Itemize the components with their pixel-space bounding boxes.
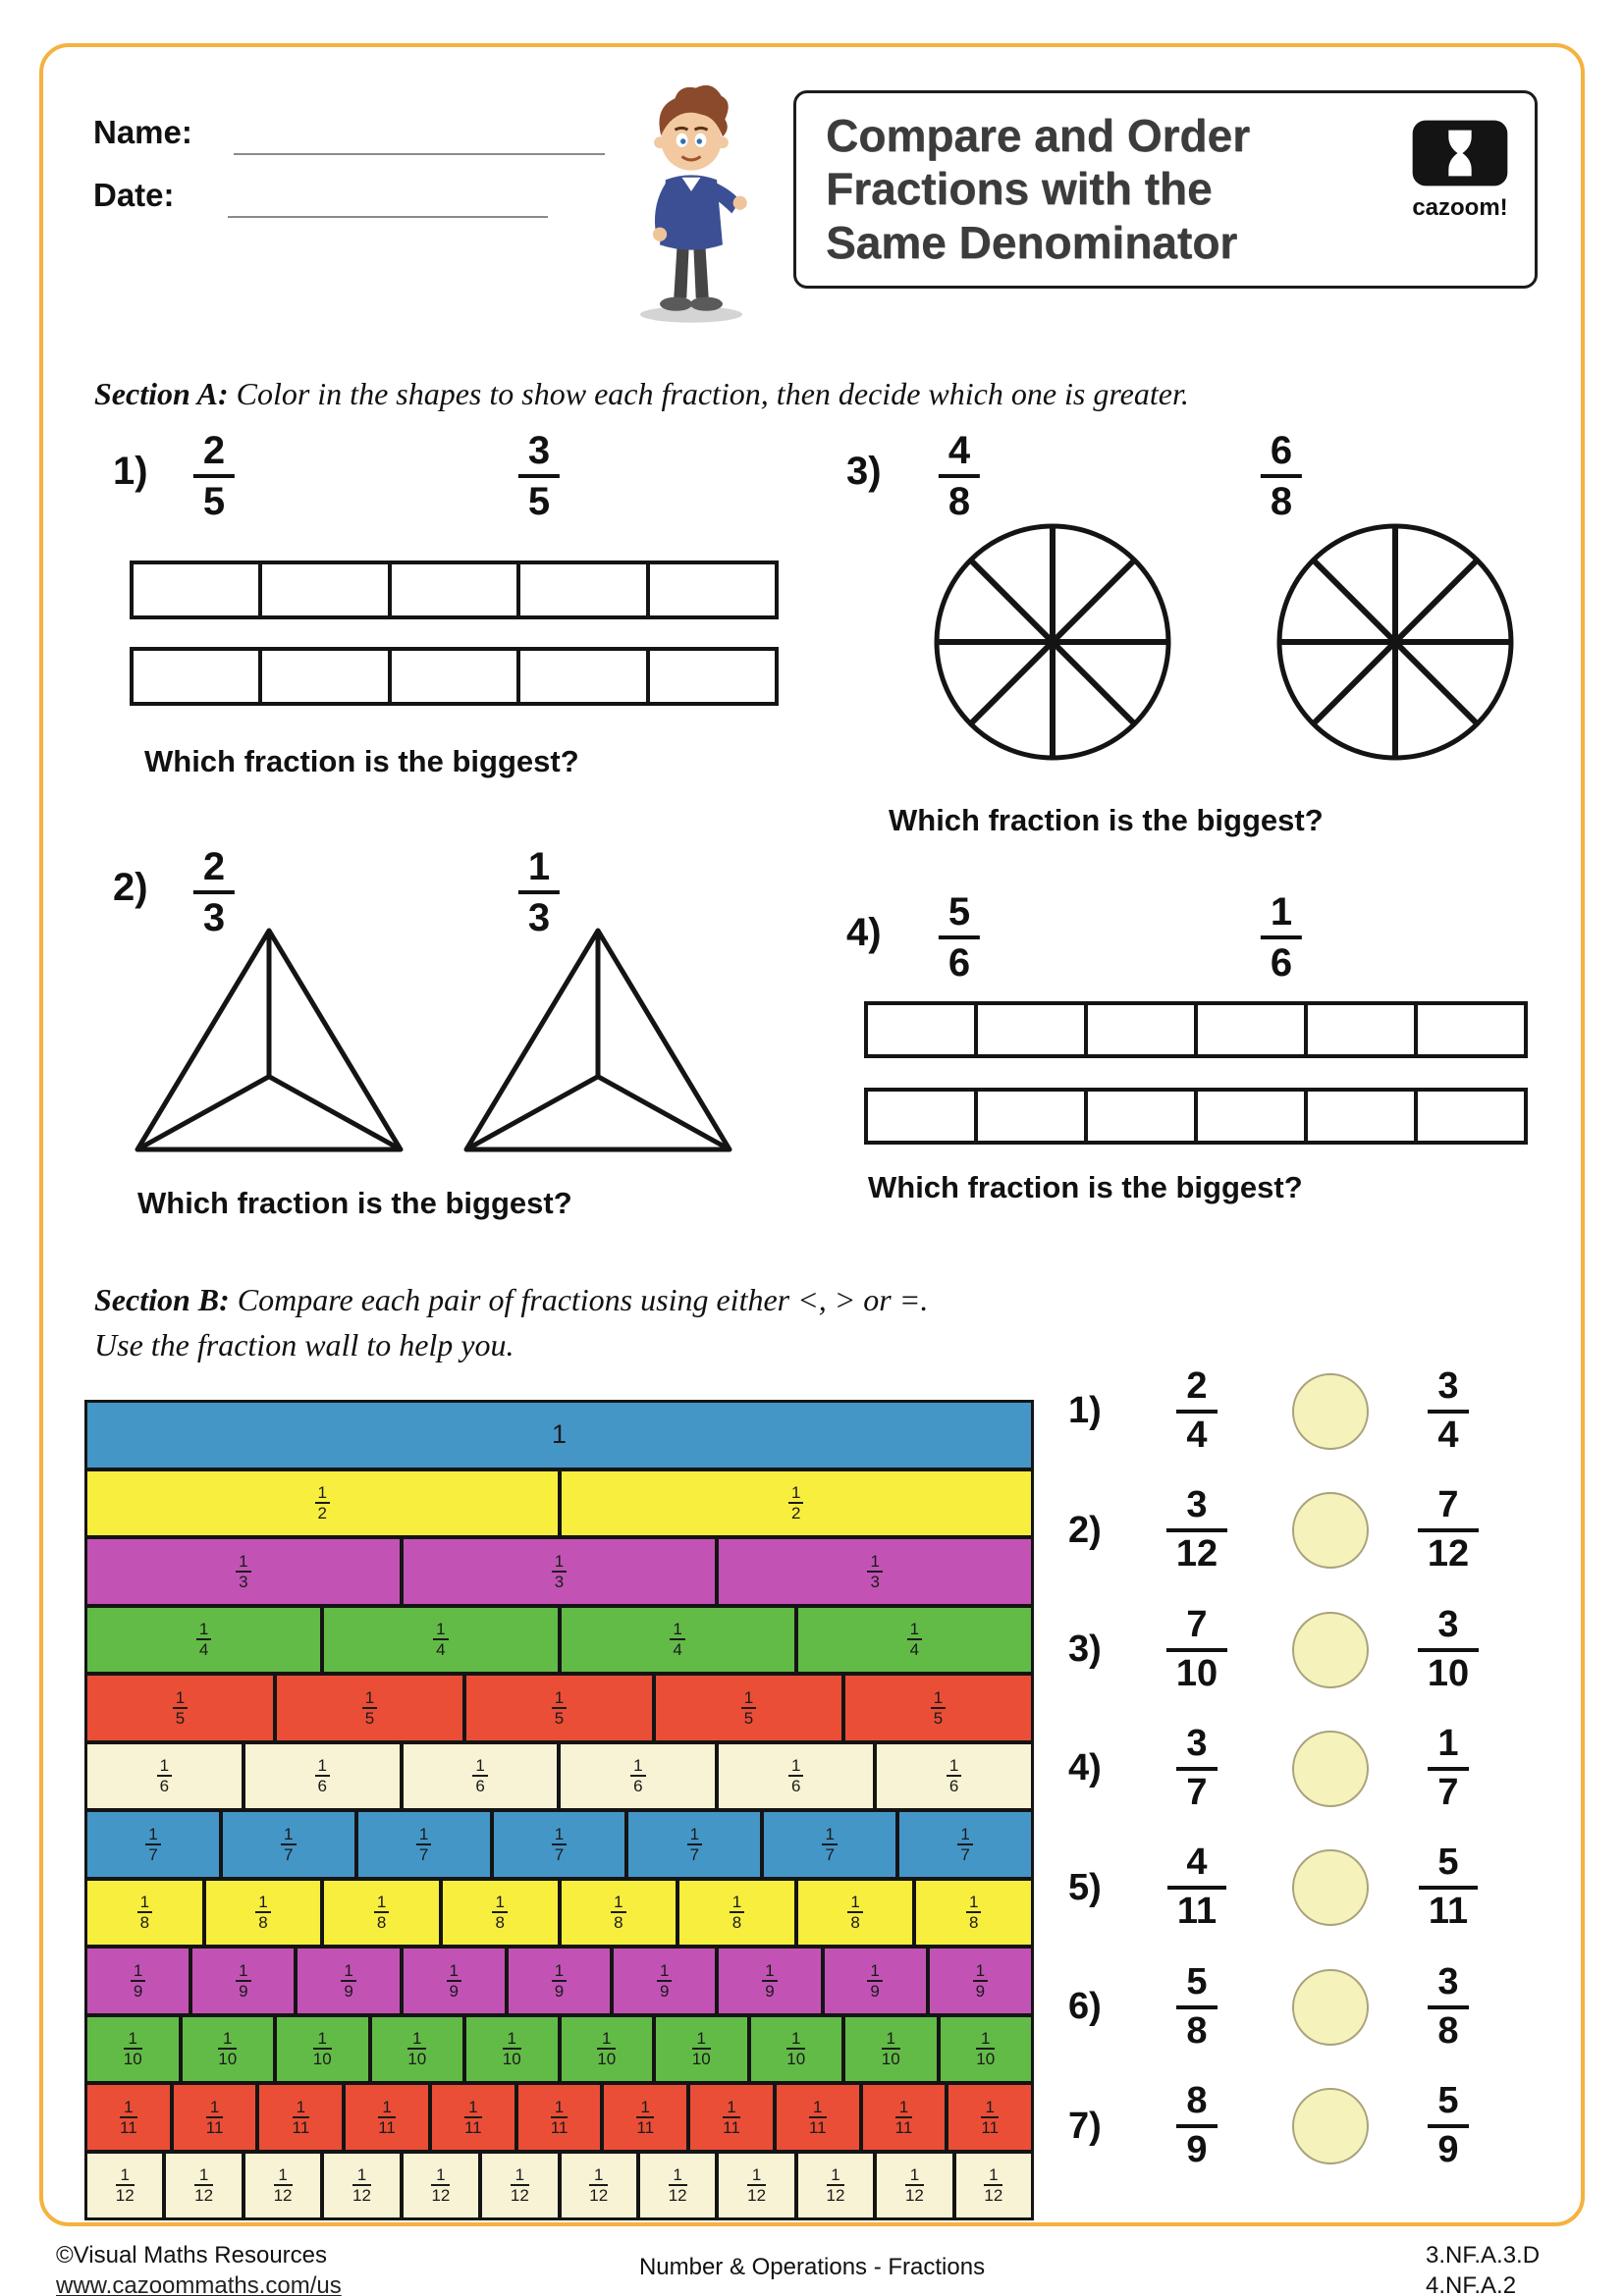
fraction-wall-cell: $\frac{1}{8}$ [796,1879,915,1948]
fraction-wall-cell: $\frac{1}{12}$ [717,2152,795,2220]
fraction-wall-cell: $\frac{1}{12}$ [85,2152,164,2220]
fraction-wall-cell: $\frac{1}{9}$ [402,1947,507,2015]
fraction-wall-row [85,2083,1033,2152]
fraction-bar-cell[interactable] [1088,1005,1198,1054]
answer-circle[interactable] [1292,1612,1369,1688]
fraction-wall-row [85,1606,1033,1675]
fraction-wall-row [85,2015,1033,2084]
compare-problems [1068,1367,1547,2170]
section-a-instructions: Color in the shapes to show each fraction, then decide which one is greater. [236,376,1189,411]
fraction-wall-cell: $\frac{1}{10}$ [843,2015,939,2084]
name-label: Name: [93,114,192,150]
fraction-wall-row [85,1742,1033,1811]
answer-circle[interactable] [1292,1849,1369,1926]
fraction-wall-cell: $\frac{1}{3}$ [402,1537,718,1606]
fraction-wall-cell: $\frac{1}{7}$ [762,1810,897,1879]
problem-a3-question: Which fraction is the biggest? [889,803,1324,837]
answer-circle[interactable] [1292,1731,1369,1807]
fraction-wall-cell: $\frac{1}{12}$ [560,2152,638,2220]
title-line: Compare and Order [826,110,1250,161]
fraction-bar-cell[interactable] [1198,1092,1308,1141]
fraction-wall-cell: $\frac{1}{8}$ [914,1879,1033,1948]
fraction-wall-cell: $\frac{1}{9}$ [823,1947,928,2015]
title-line: Fractions with the [826,163,1213,215]
fraction-wall-cell: $\frac{1}{8}$ [322,1879,441,1948]
title-line: Same Denominator [826,216,1238,268]
fraction-wall-row [85,1674,1033,1742]
fraction-wall-cell: $\frac{1}{12}$ [402,2152,480,2220]
fraction-bar-cell[interactable] [1418,1092,1524,1141]
fraction-bar-cell[interactable] [262,651,391,702]
problem-number: 5) [1068,1866,1102,1908]
answer-circle[interactable] [1292,1373,1369,1450]
fraction-wall-cell: $\frac{1}{11}$ [947,2083,1033,2152]
problem-number: 4) [1068,1747,1102,1789]
fraction-wall-cell: $\frac{1}{11}$ [257,2083,344,2152]
problem-a3-number: 3) [846,450,882,493]
right-fraction: $\frac{1}{7}$ [1428,1725,1468,1813]
problem-a4-fraction-1: $\frac{5}{6}$ [939,891,980,984]
fraction-wall-cell: $\frac{1}{9}$ [190,1947,296,2015]
section-b-heading [94,1282,928,1318]
right-fraction: $\frac{5}{9}$ [1428,2082,1468,2170]
fraction-wall-cell: $\frac{1}{11}$ [430,2083,516,2152]
fraction-bar-cell[interactable] [1088,1092,1198,1141]
fraction-circle-shape[interactable] [1272,518,1519,771]
footer-standards [1426,2240,1540,2296]
fraction-wall-cell: $\frac{1}{6}$ [717,1742,875,1811]
fraction-bar-cell[interactable] [520,564,649,615]
problem-number: 1) [1068,1390,1102,1432]
problem-a3-fraction-2: $\frac{6}{8}$ [1261,430,1302,522]
footer-topic: Number & Operations - Fractions [638,2254,986,2280]
compare-problem-row [1068,1367,1547,1456]
fraction-wall-cell: $\frac{1}{12}$ [875,2152,953,2220]
fraction-wall-cell: $\frac{1}{12}$ [480,2152,559,2220]
compare-problem-row [1068,1725,1547,1813]
fraction-wall-cell: $\frac{1}{12}$ [164,2152,243,2220]
left-fraction: $\frac{5}{8}$ [1176,1963,1217,2052]
fraction-wall-row [85,1469,1033,1538]
fraction-wall-cell: $\frac{1}{10}$ [560,2015,655,2084]
standard-code: 4.NF.A.2 [1426,2272,1517,2296]
fraction-wall-cell: $\frac{1}{6}$ [244,1742,402,1811]
fraction-wall-cell: $\frac{1}{12}$ [322,2152,401,2220]
answer-circle[interactable] [1292,2088,1369,2164]
fraction-wall-cell: $\frac{1}{7}$ [492,1810,627,1879]
fraction-bar-cell[interactable] [1308,1005,1418,1054]
name-input-line[interactable] [234,153,605,155]
fraction-wall-cell: $\frac{1}{10}$ [85,2015,181,2084]
fraction-wall-cell: $\frac{1}{7}$ [85,1810,221,1879]
left-fraction: $\frac{3}{7}$ [1176,1725,1217,1813]
fraction-wall-cell: $\frac{1}{9}$ [928,1947,1033,2015]
compare-problem-row [1068,1486,1547,1575]
fraction-bar-strip [864,1088,1528,1145]
fraction-wall-cell: $\frac{1}{8}$ [677,1879,796,1948]
cazoom-logo-icon [1411,119,1509,187]
fraction-wall-cell: $\frac{1}{5}$ [464,1674,654,1742]
fraction-bar-cell[interactable] [1308,1092,1418,1141]
fraction-wall-cell: $\frac{1}{9}$ [85,1947,190,2015]
compare-problem-row [1068,1603,1547,1694]
fraction-wall-cell: $\frac{1}{10}$ [275,2015,370,2084]
fraction-wall-cell: $\frac{1}{10}$ [939,2015,1034,2084]
fraction-wall-cell: $\frac{1}{9}$ [612,1947,717,2015]
fraction-wall-cell: $\frac{1}{9}$ [717,1947,822,2015]
fraction-wall-row [85,2152,1033,2220]
fraction-wall-cell: $\frac{1}{6}$ [85,1742,244,1811]
fraction-wall-cell: $\frac{1}{4}$ [85,1606,322,1675]
fraction-triangle-shape[interactable] [131,925,407,1161]
title-box [793,90,1538,289]
date-input-line[interactable] [228,216,548,218]
fraction-wall-cell: $\frac{1}{11}$ [344,2083,430,2152]
fraction-bar-cell[interactable] [978,1005,1088,1054]
fraction-wall-cell: $\frac{1}{9}$ [507,1947,612,2015]
problem-number: 2) [1068,1509,1102,1551]
fraction-bar-cell[interactable] [978,1092,1088,1141]
fraction-bar-cell[interactable] [868,1092,978,1141]
fraction-bar-cell[interactable] [868,1005,978,1054]
fraction-bar-strip [130,561,779,619]
section-a-label: Section A: [94,376,229,411]
answer-circle[interactable] [1292,1969,1369,2046]
fraction-wall-cell: $\frac{1}{2}$ [85,1469,560,1538]
fraction-circle-shape[interactable] [929,518,1176,771]
fraction-wall-cell: $\frac{1}{7}$ [626,1810,762,1879]
fraction-wall-cell: $\frac{1}{6}$ [402,1742,560,1811]
fraction-wall-row [85,1810,1033,1879]
fraction-wall-cell: $\frac{1}{10}$ [181,2015,276,2084]
fraction-bar-strip [130,647,779,706]
fraction-wall [84,1400,1034,2220]
left-fraction: $\frac{3}{12}$ [1166,1486,1227,1575]
fraction-bar-cell[interactable] [392,564,520,615]
fraction-wall-cell: $\frac{1}{7}$ [897,1810,1033,1879]
fraction-wall-cell: $\frac{1}{5}$ [654,1674,843,1742]
problem-a4-fraction-2: $\frac{1}{6}$ [1261,891,1302,984]
fraction-wall-cell: $\frac{1}{8}$ [560,1879,678,1948]
section-b-label: Section B: [94,1282,230,1317]
fraction-wall-cell: $\frac{1}{11}$ [602,2083,688,2152]
fraction-wall-cell: $\frac{1}{7}$ [221,1810,356,1879]
fraction-bar-cell[interactable] [134,651,262,702]
right-fraction: $\frac{3}{10}$ [1418,1606,1479,1694]
fraction-wall-cell: $\frac{1}{11}$ [85,2083,172,2152]
fraction-wall-cell: $\frac{1}{4}$ [796,1606,1033,1675]
problem-a4-number: 4) [846,911,882,954]
fraction-wall-cell: $\frac{1}{10}$ [654,2015,749,2084]
problem-a4-question: Which fraction is the biggest? [868,1170,1303,1204]
problem-a3-fraction-1: $\frac{4}{8}$ [939,430,980,522]
fraction-bar-cell[interactable] [392,651,520,702]
right-fraction: $\frac{3}{8}$ [1428,1963,1468,2052]
fraction-bar-cell[interactable] [134,564,262,615]
fraction-wall-cell: $\frac{1}{6}$ [875,1742,1033,1811]
fraction-wall-cell: $\frac{1}{8}$ [441,1879,560,1948]
left-fraction: $\frac{4}{11}$ [1167,1843,1226,1932]
right-fraction: $\frac{5}{11}$ [1419,1843,1478,1932]
fraction-bar-strip [864,1001,1528,1058]
copyright-text: ©Visual Maths Resources [56,2242,328,2269]
fraction-wall-cell: $\frac{1}{7}$ [356,1810,492,1879]
fraction-wall-cell: $\frac{1}{11}$ [861,2083,947,2152]
problem-a2-number: 2) [113,866,148,909]
right-fraction: $\frac{3}{4}$ [1428,1367,1468,1456]
fraction-wall-row [85,1879,1033,1948]
section-a-heading [94,376,1189,412]
worksheet-title [826,109,1250,269]
fraction-bar-cell[interactable] [1418,1005,1524,1054]
fraction-wall-cell: $\frac{1}{12}$ [954,2152,1033,2220]
fraction-wall-row [85,1537,1033,1606]
website-link[interactable]: www.cazoommaths.com/us [56,2272,342,2296]
problem-a1-fraction-2: $\frac{3}{5}$ [518,430,560,522]
problem-number: 3) [1068,1629,1102,1671]
fraction-wall-cell: $\frac{1}{4}$ [322,1606,559,1675]
fraction-wall-cell: $\frac{1}{11}$ [516,2083,603,2152]
problem-a2-fraction-1: $\frac{2}{3}$ [193,846,235,938]
fraction-wall-cell: $\frac{1}{6}$ [559,1742,717,1811]
problem-a2-question: Which fraction is the biggest? [137,1186,572,1220]
left-fraction: $\frac{8}{9}$ [1176,2082,1217,2170]
fraction-wall-cell: $\frac{1}{11}$ [172,2083,258,2152]
fraction-wall-cell: 1 [85,1401,1033,1469]
section-b-instructions-line2: Use the fraction wall to help you. [94,1327,514,1362]
fraction-wall-cell: $\frac{1}{3}$ [717,1537,1033,1606]
compare-problem-row [1068,2082,1547,2170]
fraction-wall-cell: $\frac{1}{2}$ [560,1469,1034,1538]
problem-a1-number: 1) [113,450,148,493]
answer-circle[interactable] [1292,1492,1369,1569]
fraction-bar-cell[interactable] [520,651,649,702]
fraction-wall-cell: $\frac{1}{11}$ [775,2083,861,2152]
cartoon-boy-illustration [622,67,761,330]
fraction-bar-cell[interactable] [650,564,775,615]
fraction-wall-cell: $\frac{1}{12}$ [638,2152,717,2220]
cazoom-logo [1403,119,1517,222]
fraction-wall-cell: $\frac{1}{11}$ [688,2083,775,2152]
problem-a1-question: Which fraction is the biggest? [144,744,579,778]
fraction-triangle-shape[interactable] [460,925,736,1161]
fraction-bar-cell[interactable] [1198,1005,1308,1054]
fraction-wall-cell: $\frac{1}{4}$ [560,1606,796,1675]
date-label: Date: [93,177,175,213]
fraction-wall-row [85,1401,1033,1469]
fraction-wall-row [85,1947,1033,2015]
fraction-wall-cell: $\frac{1}{12}$ [796,2152,875,2220]
fraction-wall-cell: $\frac{1}{12}$ [244,2152,322,2220]
fraction-bar-cell[interactable] [650,651,775,702]
problem-number: 6) [1068,1986,1102,2028]
fraction-wall-cell: $\frac{1}{9}$ [296,1947,401,2015]
section-b-instructions: Compare each pair of fractions using either <, > or =. [237,1282,929,1317]
problem-a2-fraction-2: $\frac{1}{3}$ [518,846,560,938]
compare-problem-row [1068,1960,1547,2052]
fraction-wall-cell: $\frac{1}{5}$ [843,1674,1033,1742]
standard-code: 3.NF.A.3.D [1426,2242,1541,2269]
fraction-wall-cell: $\frac{1}{8}$ [85,1879,204,1948]
fraction-bar-cell[interactable] [262,564,391,615]
fraction-wall-cell: $\frac{1}{5}$ [275,1674,464,1742]
problem-a1-fraction-1: $\frac{2}{5}$ [193,430,235,522]
compare-problem-row [1068,1843,1547,1932]
cazoom-logo-text: cazoom! [1412,194,1508,221]
fraction-wall-cell: $\frac{1}{8}$ [204,1879,323,1948]
problem-number: 7) [1068,2105,1102,2147]
fraction-wall-cell: $\frac{1}{3}$ [85,1537,402,1606]
left-fraction: $\frac{2}{4}$ [1176,1367,1217,1456]
left-fraction: $\frac{7}{10}$ [1166,1606,1227,1694]
fraction-wall-cell: $\frac{1}{10}$ [749,2015,844,2084]
fraction-wall-cell: $\frac{1}{5}$ [85,1674,275,1742]
right-fraction: $\frac{7}{12}$ [1418,1486,1479,1575]
fraction-wall-cell: $\frac{1}{10}$ [370,2015,465,2084]
fraction-wall-cell: $\frac{1}{10}$ [464,2015,560,2084]
